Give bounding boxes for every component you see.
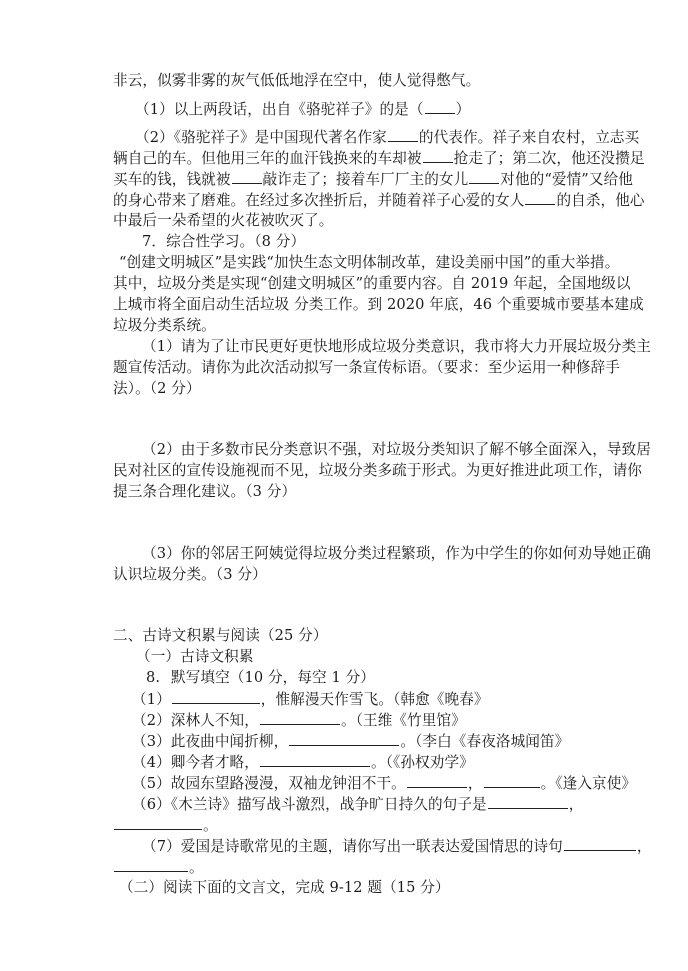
q7-sub2-line: 民对社区的宣传设施视而不见，垃圾分类多疏于形式。为更好推进此项工作，请你 bbox=[113, 462, 642, 479]
q6-intro-tail: 非云，似雾非雾的灰气低低地浮在空中，使人觉得憋气。 bbox=[113, 72, 481, 89]
q8-item-7-cont: 。 bbox=[113, 857, 204, 878]
q6-sub2-line1: （2）《骆驼祥子》是中国现代著名作家 的代表作。祥子来自农村，立志买 bbox=[135, 129, 640, 146]
q8-item-2: （2）深林人不知， 。（王维《竹里馆》 bbox=[132, 712, 466, 729]
answer-blank[interactable] bbox=[260, 752, 370, 767]
q6-sub2-line2: 辆自己的车。但他用三年的血汗钱换来的车却被 抢走了；第二次，他还没攒足 bbox=[113, 150, 645, 167]
q7-sub1-line: 题宣传活动。请你为此次活动拟写一条宣传标语。（要求：至少运用一种修辞手 bbox=[113, 359, 620, 376]
q6-sub2-line3: 买车的钱，钱就被 敲诈走了；接着车厂厂主的女儿 对他的“爱情”又给他 bbox=[113, 171, 633, 188]
answer-blank[interactable] bbox=[172, 689, 260, 704]
q7-sub3-line: 认识垃圾分类。（3 分） bbox=[113, 566, 267, 583]
q8-item-7: （7）爱国是诗歌常见的主题，请你写出一联表达爱国情思的诗句 ， bbox=[142, 838, 652, 855]
q6-sub2-line5: 中最后一朵希望的火花被吹灭了。 bbox=[113, 212, 334, 229]
part2-title: （二）阅读下面的文言文，完成 9-12 题（15 分） bbox=[119, 879, 450, 896]
q7-para-line: 其中，垃圾分类是实现“创建文明城区”的重要内容。自 2019 年起，全国地级以 bbox=[113, 275, 631, 292]
q7-para-line: 上城市将全面启动生活垃圾 分类工作。到 2020 年底，46 个重要城市要基本建成 bbox=[113, 296, 644, 313]
answer-blank[interactable] bbox=[260, 710, 340, 725]
answer-blank[interactable] bbox=[488, 794, 568, 809]
answer-blank[interactable] bbox=[564, 836, 636, 851]
answer-blank[interactable] bbox=[525, 190, 555, 205]
answer-blank[interactable] bbox=[114, 815, 202, 830]
section2-title: 二、古诗文积累与阅读（25 分） bbox=[113, 627, 328, 644]
q6-sub2-line4: 的身心带来了磨难。在经过多次挫折后，并随着祥子心爱的女人 的自杀，他心 bbox=[113, 192, 645, 209]
q7-sub2-line: 提三条合理化建议。（3 分） bbox=[113, 483, 297, 500]
q7-title: 7．综合性学习。（8 分） bbox=[142, 233, 306, 250]
q8-item-1: （1） ，惟解漫天作雪飞。（韩愈《晚春》 bbox=[132, 691, 489, 708]
q8-number: 8. bbox=[146, 669, 161, 686]
q6-sub1: （1）以上两段话，出自《骆驼祥子》的是（ ） bbox=[135, 101, 471, 118]
answer-blank[interactable] bbox=[289, 731, 399, 746]
q8-item-6: （6）《木兰诗》描写战斗激烈，战争旷日持久的句子是 ， bbox=[132, 796, 584, 813]
q7-sub1-line: （1）请为了让市民更好更快地形成垃圾分类意识，我市将大力开展垃圾分类主 bbox=[142, 338, 651, 355]
q7-sub1-line: 法）。（2 分） bbox=[113, 380, 201, 397]
part1-title: （一）古诗文积累 bbox=[136, 648, 254, 665]
q7-para-line: 垃圾分类系统。 bbox=[113, 317, 216, 334]
q8-title: 默写填空（10 分，每空 1 分） bbox=[171, 669, 376, 686]
q8-item-4: （4）卿今者才略， 。（《孙权劝学》 bbox=[132, 754, 474, 771]
answer-blank[interactable] bbox=[425, 99, 455, 114]
answer-blank[interactable] bbox=[232, 169, 262, 184]
q7-sub3-line: （3）你的邻居王阿姨觉得垃圾分类过程繁琐，作为中学生的你如何劝导她正确 bbox=[142, 545, 651, 562]
answer-blank[interactable] bbox=[114, 857, 188, 872]
answer-blank[interactable] bbox=[407, 773, 467, 788]
q7-para-line: “创建文明城区”是实践“加快生态文明体制改革，建设美丽中国”的重大举措。 bbox=[119, 254, 620, 271]
answer-blank[interactable] bbox=[423, 148, 453, 163]
q8-item-3: （3）此夜曲中闻折柳， 。（李白《春夜洛城闻笛》 bbox=[132, 733, 570, 750]
answer-blank[interactable] bbox=[484, 773, 540, 788]
answer-blank[interactable] bbox=[388, 127, 418, 142]
q8-item-6-cont: 。 bbox=[113, 815, 218, 836]
answer-blank[interactable] bbox=[469, 169, 499, 184]
q8-item-5: （5）故园东望路漫漫，双袖龙钟泪不干。 ， 。《逢入京使》 bbox=[132, 775, 637, 792]
q7-sub2-line: （2）由于多数市民分类意识不强，对垃圾分类知识了解不够全面深入，导致居 bbox=[142, 441, 651, 458]
